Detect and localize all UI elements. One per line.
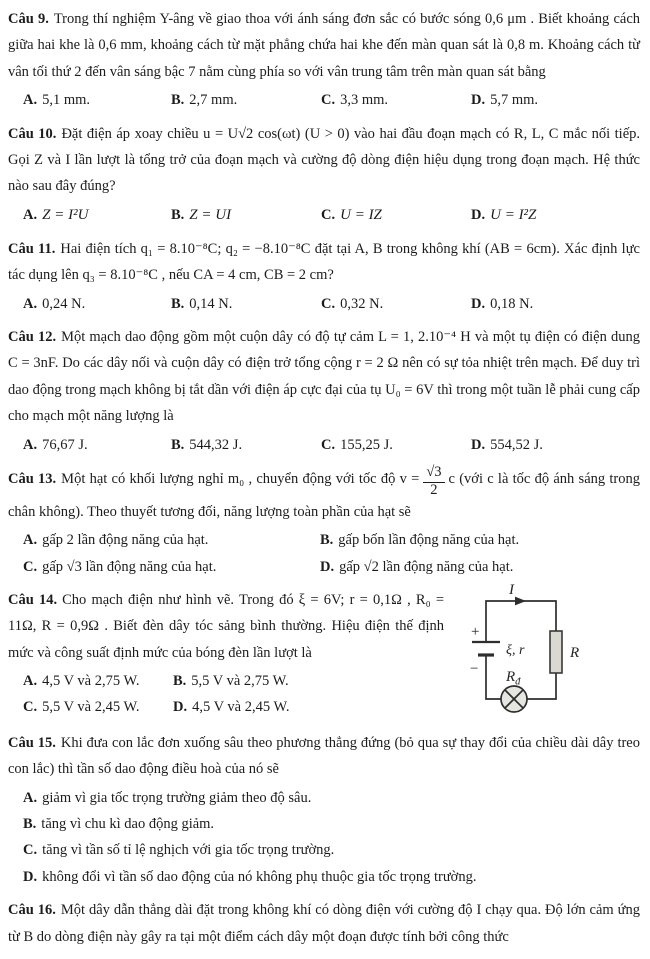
- current-label: I: [509, 581, 514, 598]
- question-16-text: [8, 897, 640, 950]
- question-15-body: Khi đưa con lắc đơn xuống sâu theo phương thẳng đứng (bỏ qua sự thay đổi của chiều dài dây treo con lắc) thì tần số dao động điều hoà của nó sẽ: [8, 734, 640, 778]
- option-letter: D.: [471, 206, 486, 223]
- option-14-c: [23, 694, 173, 720]
- option-letter: B.: [171, 206, 185, 223]
- option-letter: D.: [173, 699, 188, 716]
- question-10-body: Đặt điện áp xoay chiều u = U√2 cos(ωt) (U > 0) vào hai đầu đoạn mạch có R, L, C mắc nối tiếp. Gọi Z và I lần lượt là tổng trở của đoạn mạch và cường độ dòng điện hiệu dụng trong đoạn mạch. Hệ thức nào sau đây đúng?: [8, 125, 640, 195]
- option-13-c: [23, 554, 320, 580]
- option-text: 0,24 N.: [42, 295, 86, 312]
- option-text: 155,25 J.: [340, 436, 393, 453]
- option-letter: B.: [171, 295, 185, 312]
- option-letter: B.: [173, 673, 187, 690]
- battery-plus-label: +: [471, 623, 480, 640]
- question-15-text: [8, 730, 640, 783]
- option-text: tăng vì tần số tỉ lệ nghịch với gia tốc trọng trường.: [42, 842, 335, 859]
- option-letter: A.: [23, 673, 38, 690]
- option-text: giảm vì gia tốc trọng trường giảm theo độ sâu.: [42, 789, 312, 806]
- option-11-a: [23, 291, 171, 317]
- option-text: 5,1 mm.: [42, 92, 91, 109]
- option-letter: D.: [23, 868, 38, 885]
- circuit-svg: [462, 581, 600, 719]
- option-10-a: [23, 202, 171, 229]
- emf-label: ξ, r: [506, 642, 525, 658]
- option-text: 0,32 N.: [340, 295, 384, 312]
- resistor: [550, 631, 562, 673]
- option-letter: C.: [23, 842, 38, 859]
- option-letter: C.: [321, 206, 336, 223]
- option-12-d: [471, 432, 640, 458]
- lamp-label-base: R: [506, 668, 516, 685]
- option-letter: A.: [23, 295, 38, 312]
- option-9-b: [171, 87, 321, 113]
- option-15-b: [23, 811, 640, 837]
- question-12-body: Một mạch dao động gồm một cuộn dây có độ tự cảm L = 1, 2.10⁻⁴ H và một tụ điện có điện dung C = 3nF. Do các dây nối và cuộn dây có điện trở tổng cộng r = 2 Ω nên có sự tỏa nhiệt trên mạch. Để duy trì dao động trong mạch không bị tắt dần với điện áp cực đại của tụ U₀ = 6V thì trong một tuần lễ phải cung cấp cho mạch một năng lượng là: [8, 329, 640, 425]
- option-10-c: [321, 202, 471, 229]
- question-14-label: Câu 14.: [8, 591, 58, 608]
- option-text: 3,3 mm.: [340, 92, 389, 109]
- question-14-body: Cho mạch điện như hình vẽ. Trong đó ξ = 6V; r = 0,1Ω , R₀ = 11Ω, R = 0,9Ω . Biết đèn dây tóc sảng bình thường. Hiệu điện thế định mức và công suất định mức của bóng đèn lần lượt là: [8, 591, 444, 661]
- option-text: tăng vì chu kì dao động giảm.: [41, 816, 215, 833]
- question-13-body-pre: Một hạt có khối lượng nghỉ m₀ , chuyển động với tốc độ v =: [61, 470, 420, 487]
- option-text: 2,7 mm.: [189, 92, 238, 109]
- option-text: 5,7 mm.: [490, 92, 539, 109]
- option-letter: D.: [471, 92, 486, 109]
- question-9-body: Trong thí nghiệm Y-âng về giao thoa với ánh sáng đơn sắc có bước sóng 0,6 μm . Biết khoảng cách giữa hai khe là 0,6 mm, khoảng cách từ mặt phẳng chứa hai khe đến màn quan sát là 0,8 m. Khoảng cách từ vân tối thứ 2 đến vân sáng bậc 7 nằm cùng phía so với vân trung tâm trên màn quan sát bằng: [8, 11, 640, 80]
- option-letter: B.: [320, 532, 334, 549]
- option-15-d: [23, 864, 640, 890]
- question-13-text: [8, 465, 640, 525]
- option-15-a: [23, 785, 640, 811]
- option-text: 5,5 V và 2,45 W.: [42, 699, 140, 716]
- option-text: gấp √3 lần động năng của hạt.: [42, 558, 217, 575]
- option-text: 0,18 N.: [490, 295, 534, 312]
- question-9: [8, 6, 640, 114]
- question-12-options: [23, 432, 640, 458]
- option-text: không đổi vì tần số dao động của nó không phụ thuộc gia tốc trọng trường.: [42, 868, 477, 885]
- fraction-numerator: √3: [423, 465, 444, 483]
- option-11-b: [171, 291, 321, 317]
- option-text: 0,14 N.: [189, 295, 233, 312]
- option-9-d: [471, 87, 640, 113]
- question-16: [8, 897, 640, 950]
- option-letter: C.: [321, 436, 336, 453]
- option-text: gấp 2 lần động năng của hạt.: [42, 532, 209, 549]
- option-letter: C.: [23, 558, 38, 575]
- option-letter: B.: [23, 816, 37, 833]
- option-letter: A.: [23, 92, 38, 109]
- option-letter: C.: [321, 92, 336, 109]
- question-13-label: Câu 13.: [8, 470, 57, 487]
- option-9-a: [23, 87, 171, 113]
- lamp-label-subscript: đ: [515, 676, 521, 688]
- option-letter: D.: [320, 558, 335, 575]
- option-11-c: [321, 291, 471, 317]
- question-9-text: [8, 6, 640, 85]
- option-letter: C.: [23, 699, 38, 716]
- option-text: 544,32 J.: [189, 436, 243, 453]
- option-13-d: [320, 554, 640, 580]
- question-10-label: Câu 10.: [8, 125, 57, 142]
- option-text: U = IZ: [340, 206, 382, 223]
- question-9-label: Câu 9.: [8, 11, 49, 27]
- option-12-b: [171, 432, 321, 458]
- option-letter: A.: [23, 532, 38, 549]
- question-12-label: Câu 12.: [8, 329, 57, 346]
- option-letter: A.: [23, 436, 38, 453]
- question-16-label: Câu 16.: [8, 902, 56, 919]
- option-text: gấp √2 lần động năng của hạt.: [339, 558, 514, 575]
- current-arrow-icon: [515, 597, 526, 606]
- option-text: U = I²Z: [490, 206, 537, 223]
- option-text: Z = I²U: [42, 206, 89, 223]
- question-14: [8, 581, 640, 723]
- lamp-label: [505, 669, 521, 688]
- option-10-b: [171, 202, 321, 229]
- question-12-text: [8, 324, 640, 430]
- option-text: gấp bốn lần động năng của hạt.: [338, 532, 520, 549]
- question-15-options: [8, 785, 640, 891]
- option-10-d: [471, 202, 640, 229]
- option-text: Z = UI: [189, 206, 232, 223]
- battery-minus-label: −: [470, 660, 479, 677]
- question-11-body: Hai điện tích q₁ = 8.10⁻⁸C; q₂ = −8.10⁻⁸C đặt tại A, B trong không khí (AB = 6cm). Xác định lực tác dụng lên q₃ = 8.10⁻⁸C , nếu CA = 4 cm, CB = 2 cm?: [8, 240, 640, 284]
- option-letter: B.: [171, 436, 185, 453]
- question-13: [8, 465, 640, 580]
- option-9-c: [321, 87, 471, 113]
- option-text: 554,52 J.: [490, 436, 543, 453]
- question-11-options: [23, 291, 640, 317]
- question-12: [8, 324, 640, 458]
- question-11-label: Câu 11.: [8, 240, 56, 257]
- option-letter: D.: [471, 436, 486, 453]
- option-letter: A.: [23, 206, 38, 223]
- option-11-d: [471, 291, 640, 317]
- option-12-a: [23, 432, 171, 458]
- option-text: 76,67 J.: [42, 436, 88, 453]
- question-15: [8, 730, 640, 890]
- fraction-denominator: 2: [430, 481, 438, 498]
- option-letter: B.: [171, 92, 185, 109]
- option-text: 4,5 V và 2,75 W.: [42, 673, 140, 690]
- circuit-diagram: [462, 581, 600, 719]
- question-13-options: [23, 527, 640, 580]
- option-letter: C.: [321, 295, 336, 312]
- option-13-b: [320, 527, 640, 553]
- fraction-sqrt3-over-2: [423, 465, 444, 499]
- option-14-a: [23, 668, 173, 694]
- question-10: [8, 121, 640, 229]
- option-letter: A.: [23, 789, 38, 806]
- question-13-body-post: c (với c là tốc độ ánh sáng trong chân không). Theo thuyết tương đối, năng lượng toàn phần của hạt sẽ: [8, 470, 640, 520]
- question-15-label: Câu 15.: [8, 734, 56, 751]
- option-13-a: [23, 527, 320, 553]
- option-text: 5,5 V và 2,75 W.: [191, 673, 289, 690]
- question-11: [8, 236, 640, 317]
- option-letter: D.: [471, 295, 486, 312]
- question-9-options: [23, 87, 640, 113]
- resistor-label: R: [570, 644, 580, 661]
- question-11-text: [8, 236, 640, 289]
- option-12-c: [321, 432, 471, 458]
- option-15-c: [23, 837, 640, 863]
- question-16-body: Một dây dẫn thẳng dài đặt trong không khí có dòng điện với cường độ I chạy qua. Độ lớn cảm ứng từ B do dòng điện này gây ra tại một điểm cách dây một đoạn được tính bởi công thức: [8, 902, 640, 945]
- question-10-options: [23, 202, 640, 229]
- option-text: 4,5 V và 2,45 W.: [192, 699, 290, 716]
- question-10-text: [8, 121, 640, 200]
